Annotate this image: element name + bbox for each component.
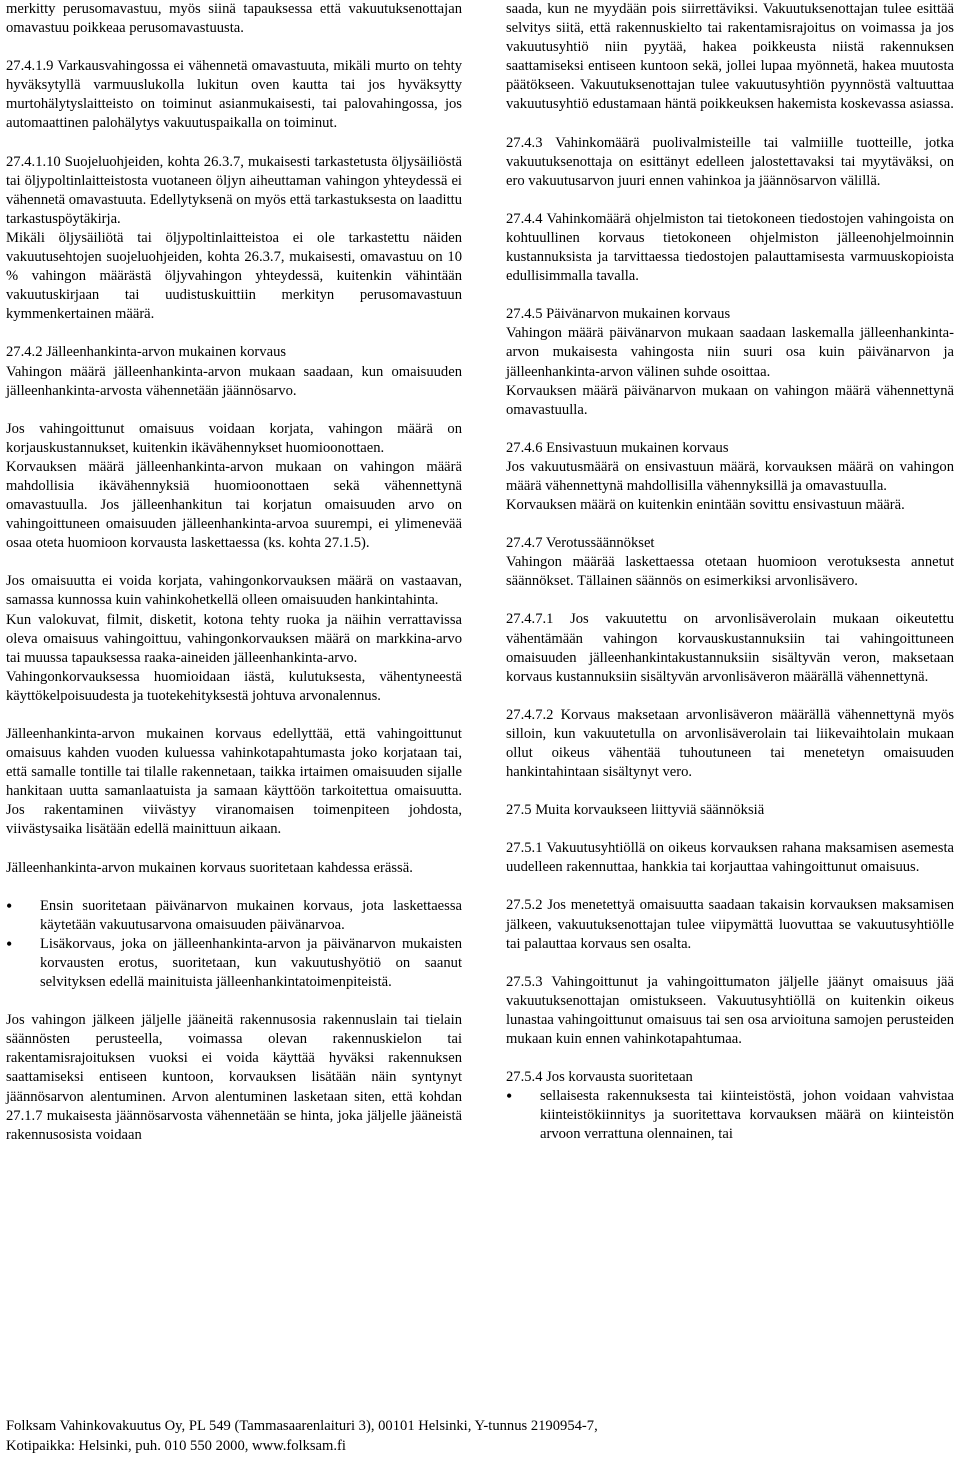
paragraph: Vahingon määrä päivänarvon mukaan saadaan laskemalla jälleenhankinta-arvon mukaisesta vahingosta niin suuri osa kuin päivänarvon ja jälleenhankinta-arvon välinen suhde osoittaa. bbox=[506, 325, 954, 380]
bullet-list bbox=[6, 897, 462, 992]
bullet-list bbox=[506, 1087, 954, 1144]
section-heading: 27.5.4 Jos korvausta suoritetaan bbox=[506, 1069, 693, 1086]
paragraph: Kun valokuvat, filmit, disketit, kotona tehty ruoka ja näihin verrattavissa oleva omaisuus vahingoittuu, vahingonkorvauksen määrä on markkina-arvo tai muussa tapauksessa raaka-aineiden jälleenhankinta-arvo. bbox=[6, 611, 462, 666]
paragraph: saada, kun ne myydään pois siirrettäviksi. Vakuutuksenottajan tulee esittää selvitys siitä, että rakennuskielto tai rakentamisrajoitus on voimassa ja jos vakuutusyhtiö niin pyytää, hakea poikkeusta niistä rakennuksen saattamiseksi entiseen kuntoon sekä, jollei lupaa myönnetä, hakea muutosta päätökseen. Vakuutuksenottajan tulee vakuutusyhtiön pyynnöstä valtuuttaa vakuutusyhtiö edustamaan häntä poikkeuksen hakemista koskevassa asiassa. bbox=[506, 1, 954, 113]
list-item: • Lisäkorvaus, joka on jälleenhankinta-arvon ja päivänarvon mukaisten korvausten erotus, suoritetaan, kun vakuutushyötiö on saanut selvityksen edellä mainituista jälleenhankintatoimenpiteistä. bbox=[6, 935, 462, 992]
paragraph: Vahingonkorvauksessa huomioidaan iästä, kulutuksesta, vähentyneestä käyttökelpoisuudesta ja tuotekehityksestä johtuva arvonalennus. bbox=[6, 668, 462, 704]
paragraph: 27.4.1.9 Varkausvahingossa ei vähennetä omavastuuta, mikäli murto on tehty hyväksytyllä varmuuslukolla lukitun oven kautta tai jos hyväksytty murtohälytyslaitteisto on toiminut asianmukaisesti, tai palovahingossa, jos automaattinen palohälytys vakuutuspaikalla on toiminut. bbox=[6, 58, 462, 132]
paragraph: Korvauksen määrä päivänarvon mukaan on vahingon määrä vähennettynä omavastuulla. bbox=[506, 382, 954, 418]
footer-contact-line: Kotipaikka: Helsinki, puh. 010 550 2000, www.folksam.fi bbox=[6, 1438, 346, 1454]
paragraph: 27.4.7.2 Korvaus maksetaan arvonlisäveron määrällä vähennettynä myös silloin, kun vakuutetulla on arvonlisäverolain tai liikevaihtolain mukaan ollut oikeus vähentää tuhoutuneen tai menetetyn omaisuuden hankintahintaan sisältynyt vero. bbox=[506, 706, 954, 781]
paragraph: Jälleenhankinta-arvon mukainen korvaus edellyttää, että vahingoittunut omaisuus kahden vuoden kuluessa vahinkotapahtumasta joko korjataan tai, että samalle tontille tai tilalle rakennetaan, taikka irtaimen omaisuuden sijalle hankitaan uutta samanlaatuista ja samaan käyttöön tarkoitettua omaisuutta. Jos rakentaminen viivästyy viranomaisen toimenpiteen johdosta, viivästysaika lisätään edellä mainittuun aikaan. bbox=[6, 726, 462, 838]
footer-company-line: Folksam Vahinkovakuutus Oy, PL 549 (Tammasaarenlaituri 3), 00101 Helsinki, Y-tunnus 2190954-7, bbox=[6, 1418, 598, 1434]
list-item: • Ensin suoritetaan päivänarvon mukainen korvaus, jota laskettaessa käytetään vakuutusarvona omaisuuden päivänarvoa. bbox=[6, 897, 462, 935]
section-heading: 27.4.7 Verotussäännökset bbox=[506, 535, 655, 552]
paragraph: Korvauksen määrä on kuitenkin enintään sovittu ensivastuun määrä. bbox=[506, 497, 905, 514]
paragraph: Vahingon määrä jälleenhankinta-arvon mukaan saadaan, kun omaisuuden jälleenhankinta-arvosta vähennetään jäännösarvo. bbox=[6, 363, 462, 399]
paragraph: 27.5.2 Jos menetettyä omaisuutta saadaan takaisin korvauksen maksamisen jälkeen, vakuutuksenottajan tulee viipymättä luovuttaa se vakuutusyhtiölle tai palauttaa korvaus sen osalta. bbox=[506, 897, 954, 952]
list-item: • sellaisesta rakennuksesta tai kiinteistöstä, johon voidaan vahvistaa kiinteistökiinnitys ja suoritettava korvauksen määrä on kiinteistön arvoon verrattuna olennainen, tai bbox=[506, 1087, 954, 1144]
paragraph: Vahingon määrää laskettaessa otetaan huomioon verotuksesta annetut säännökset. Tällainen säännös on esimerkiksi arvonlisävero. bbox=[506, 554, 954, 590]
paragraph: Mikäli öljysäiliötä tai öljypoltinlaitteistoa ei ole tarkastettu näiden vakuutusehtojen suojeluohjeiden, kohta 26.3.7, mukaisesti, omavastuu on 10 % vahingon määrästä öljyvahingon yhteydessä, kuitenkin vähintään vakuutuskirjaan tai uudistuskuittiin merkityn perusomavastuun kymmenkertainen määrä. bbox=[6, 229, 462, 323]
paragraph: 27.4.3 Vahinkomäärä puolivalmisteille tai valmiille tuotteille, jotka vakuutuksenottaja on esittänyt edelleen jalostettavaksi tai myytäväksi, on ero vakuutusarvon juuri ennen vahinkoa ja jäännösarvon välillä. bbox=[506, 134, 954, 189]
paragraph: Jos vahingon jälkeen jäljelle jääneitä rakennusosia rakennuslain tai tielain säännösten perusteella, voimassa olevan rakennuskielon tai rakentamisrajoituksen vuoksi ei voida käyttää hyväksi rakennuksen saattamiseksi entiseen kuntoon, korvauksen lisätään näin syntynyt jäännösarvon alentuminen. Arvon alentuminen lasketaan siten, että kohdan 27.1.7 mukaisesta jäännösarvosta vähennetään se hinta, joka jäljelle jääneistä rakennusosista voidaan bbox=[6, 1012, 462, 1143]
paragraph: 27.4.1.10 Suojeluohjeiden, kohta 26.3.7, mukaisesti tarkastetusta öljysäiliöstä tai öljypoltinlaitteistosta vuotaneen öljyn aiheuttaman vahingon yhteydessä ei vähennetä omavastuuta. Edellytyksenä on myös että tarkastuksesta on laadittu tarkastuspöytäkirja. bbox=[6, 153, 462, 227]
section-heading: 27.4.6 Ensivastuun mukainen korvaus bbox=[506, 439, 729, 456]
paragraph: Jos omaisuutta ei voida korjata, vahingonkorvauksen määrä on vastaavan, samassa kunnossa kuin vahinkohetkellä olleen omaisuuden hankintahinta. bbox=[6, 573, 462, 609]
paragraph: merkitty perusomavastuu, myös siinä tapauksessa että vakuutuksenottajan omavastuu poikkeaa perusomavastuusta. bbox=[6, 1, 462, 37]
paragraph: 27.5.3 Vahingoittunut ja vahingoittumaton jäljelle jäänyt omaisuus jää vakuutuksenottajan omistukseen. Vakuutusyhtiöllä on kuitenkin oikeus lunastaa vahingoittunut omaisuus tai sen osa arvioituna samojen perusteiden mukaan kuin ennen vahinkotapahtumaa. bbox=[506, 973, 954, 1048]
section-heading: 27.4.2 Jälleenhankinta-arvon mukainen korvaus bbox=[6, 344, 287, 361]
paragraph: 27.4.7.1 Jos vakuutettu on arvonlisäverolain mukaan oikeutettu vähentämään vahingon korvauskustannuksiin tai vahingoittuneen omaisuuden jälleenhankintakustannuksiin sisältyvän veron, maksetaan korvaus kustannuksiin sisältyvän arvonlisäveron määrällä vähennettynä. bbox=[506, 611, 954, 685]
paragraph: Jos vahingoittunut omaisuus voidaan korjata, vahingon määrä on korjauskustannukset, kuitenkin ikävähennykset huomioonottaen. bbox=[6, 420, 462, 456]
section-heading: 27.4.5 Päivänarvon mukainen korvaus bbox=[506, 306, 731, 323]
paragraph: 27.5.1 Vakuutusyhtiöllä on oikeus korvauksen rahana maksamisen asemesta uudelleen rakennuttaa, hankkia tai korjauttaa vahingoittunut omaisuus. bbox=[506, 840, 954, 876]
paragraph: Korvauksen määrä jälleenhankinta-arvon mukaan on vahingon määrä mahdollisia ikävähennyksiä huomioonottaen sekä vähennettynä omavastuulla. Jos jälleenhankitun tai korjatun omaisuuden arvo on vahingoittuneen omaisuuden jälleenhankinta-arvoa suurempi, ei ylimenevää osaa oteta huomioon korvausta laskettaessa (ks. kohta 27.1.5). bbox=[6, 458, 462, 552]
paragraph: 27.4.4 Vahinkomäärä ohjelmiston tai tietokoneen tiedostojen vahingoista on kohtuullinen korvaus tietokoneen ohjelmiston jälleenohjelmoinnin kustannuksista ja tarvittaessa tiedostojen palauttamisesta varmuuskopioista edullisimmalla tavalla. bbox=[506, 210, 954, 285]
left-column bbox=[6, 0, 462, 1164]
section-heading: 27.5 Muita korvaukseen liittyviä säännöksiä bbox=[506, 802, 765, 819]
page-footer bbox=[6, 1416, 946, 1456]
right-column bbox=[506, 0, 954, 1164]
paragraph: Jälleenhankinta-arvon mukainen korvaus suoritetaan kahdessa erässä. bbox=[6, 859, 413, 876]
paragraph: Jos vakuutusmäärä on ensivastuun määrä, korvauksen määrä on vahingon määrä vähennettynä mahdollisilla vähennyksillä ja omavastuulla. bbox=[506, 458, 954, 494]
